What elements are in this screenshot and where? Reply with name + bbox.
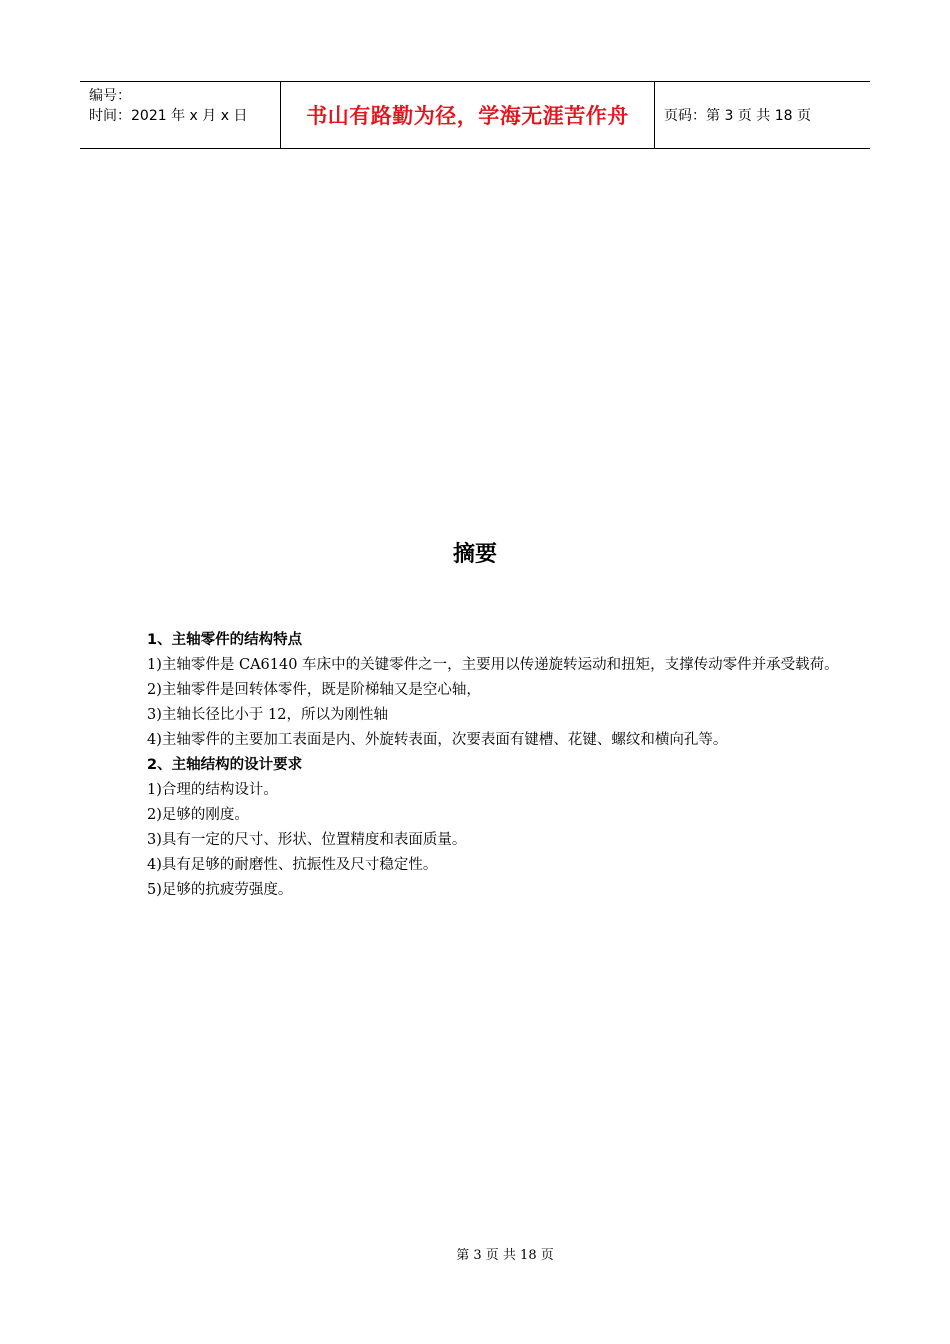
section-heading: 2、主轴结构的设计要求 bbox=[147, 757, 303, 773]
document-title: 摘要 bbox=[452, 542, 497, 567]
list-item: 4)主轴零件的主要加工表面是内、外旋转表面，次要表面有键槽、花键、螺纹和横向孔等。 bbox=[147, 732, 728, 748]
document-body bbox=[116, 628, 840, 903]
header-page-info: 页码：第 3 页 共 18 页 bbox=[664, 108, 811, 124]
list-item: 3)主轴长径比小于 12，所以为刚性轴 bbox=[147, 707, 388, 723]
header-meta-cell bbox=[80, 82, 281, 148]
section-heading: 1、主轴零件的结构特点 bbox=[147, 632, 303, 648]
list-item: 2)主轴零件是回转体零件，既是阶梯轴又是空心轴， bbox=[147, 682, 481, 698]
page-footer: 第 3 页 共 18 页 bbox=[456, 1248, 554, 1263]
list-item: 1)主轴零件是 CA6140 车床中的关键零件之一，主要用以传递旋转运动和扭矩，支撑传动零件并承受载荷。 bbox=[147, 657, 839, 673]
header-number-label: 编号： bbox=[89, 88, 131, 104]
list-item: 4)具有足够的耐磨性、抗振性及尺寸稳定性。 bbox=[147, 857, 438, 873]
page-header bbox=[80, 81, 870, 149]
list-item: 3)具有一定的尺寸、形状、位置精度和表面质量。 bbox=[147, 832, 467, 848]
list-item: 2)足够的刚度。 bbox=[147, 807, 249, 823]
list-item: 5)足够的抗疲劳强度。 bbox=[147, 882, 293, 898]
header-date-label: 时间：2021 年 x 月 x 日 bbox=[89, 108, 248, 124]
header-motto: 书山有路勤为径，学海无涯苦作舟 bbox=[281, 82, 655, 148]
list-item: 1)合理的结构设计。 bbox=[147, 782, 278, 798]
